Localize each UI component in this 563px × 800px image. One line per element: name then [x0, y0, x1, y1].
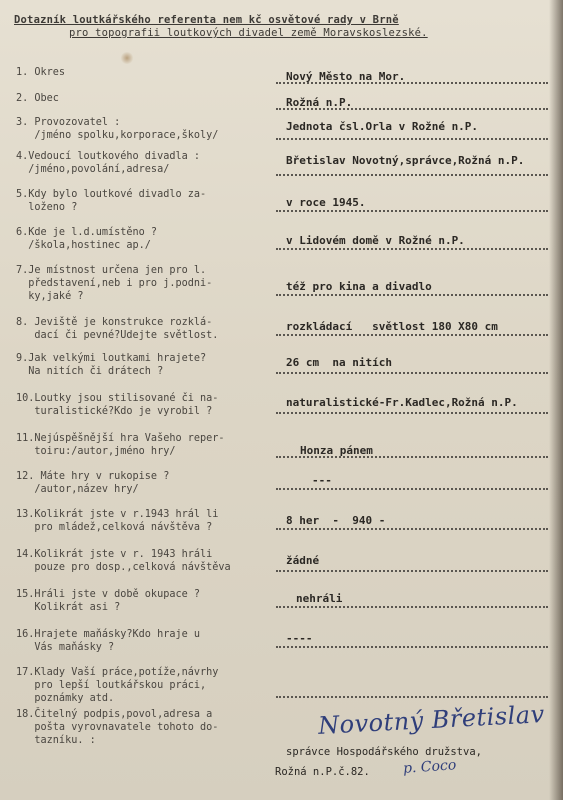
answer-dotted-line	[276, 82, 548, 84]
answer-dotted-line	[276, 138, 548, 140]
signer-position: správce Hospodářského družstva,	[286, 746, 482, 758]
answer-dotted-line	[276, 570, 548, 572]
answer-text: rozkládací světlost 180 X80 cm	[286, 320, 498, 333]
answer-dotted-line	[276, 646, 548, 648]
answer-text: též pro kina a divadlo	[286, 280, 432, 293]
question-text: 7.Je místnost určena jen pro l. představení,neb i pro j.podni- ky,jaké ?	[16, 265, 213, 302]
signer-address: Rožná n.P.č.82.	[275, 766, 370, 778]
answer-dotted-line	[276, 294, 548, 296]
answer-text: 26 cm na nitích	[286, 356, 392, 369]
answer-text: ---	[312, 474, 332, 487]
answer-text: Honza pánem	[300, 444, 373, 457]
question-text: 15.Hráli jste v době okupace ? Kolikrát asi ?	[16, 589, 201, 613]
answer-dotted-line	[276, 372, 548, 374]
question-row-14	[0, 548, 563, 592]
answer-text: Břetislav Novotný,správce,Rožná n.P.	[286, 154, 525, 167]
question-text: 10.Loutky jsou stilisované či na- turalistické?Kdo je vyrobil ?	[16, 393, 219, 417]
question-text: 14.Kolikrát jste v r. 1943 hráli pouze pro dosp.,celková návštěva	[16, 549, 231, 573]
question-text: 16.Hrajete maňásky?Kdo hraje u Vás maňásky ?	[16, 629, 201, 653]
question-text: 11.Nejúspěšnější hra Vašeho reper- toiru:/autor,jméno hry/	[16, 433, 225, 457]
answer-dotted-line	[276, 334, 548, 336]
answer-text: v Lidovém domě v Rožné n.P.	[286, 234, 465, 247]
question-text: 18.Čitelný podpis,povol,adresa a pošta vyrovnavatele tohoto do- tazníku. :	[16, 709, 219, 746]
question-text: 12. Máte hry v rukopise ? /autor,název hry/	[16, 471, 170, 495]
answer-dotted-line	[276, 248, 548, 250]
question-text: 9.Jak velkými loutkami hrajete? Na nitích či drátech ?	[16, 353, 207, 377]
question-text: 4.Vedoucí loutkového divadla : /jméno,povolání,adresa/	[16, 151, 201, 175]
question-text: 17.Klady Vaší práce,potíže,návrhy pro lepší loutkářskou práci, poznámky atd.	[16, 667, 219, 704]
answer-text: ----	[286, 632, 313, 645]
answer-dotted-line	[276, 108, 548, 110]
question-text: 1. Okres	[16, 67, 66, 78]
answer-text: Jednota čsl.Orla v Rožné n.P.	[286, 120, 479, 133]
answer-text: v roce 1945.	[286, 196, 366, 209]
answer-dotted-line	[276, 210, 548, 212]
question-text: 6.Kde je l.d.umístěno ? /škola,hostinec ap./	[16, 227, 158, 251]
answer-text: nehráli	[296, 592, 343, 605]
answer-dotted-line	[276, 174, 548, 176]
answer-dotted-line	[276, 488, 548, 490]
question-text: 13.Kolikrát jste v r.1943 hrál li pro mládež,celková návštěva ?	[16, 509, 219, 533]
answer-text: naturalistické-Fr.Kadlec,Rožná n.P.	[286, 396, 518, 409]
question-row-15	[0, 588, 563, 632]
answer-dotted-line	[276, 696, 548, 698]
answer-text: 8 her - 940 -	[286, 514, 386, 527]
header-line-1: Dotazník loutkářského referenta nem kč osvětové rady v Brně	[14, 14, 399, 26]
header-line-2: pro topografii loutkových divadel země Moravskoslezské.	[69, 27, 428, 39]
answer-text: Nový Město na Mor.	[286, 70, 406, 83]
question-text: 5.Kdy bylo loutkové divadlo za- loženo ?	[16, 189, 207, 213]
question-row-10	[0, 392, 563, 436]
answer-text: žádné	[286, 554, 320, 567]
handwritten-signature: Novotný Břetislav	[317, 700, 546, 740]
answer-dotted-line	[276, 412, 548, 414]
answer-dotted-line	[276, 606, 548, 608]
question-row-9	[0, 352, 563, 396]
question-text: 8. Jeviště je konstrukce rozklá- dací či pevné?Udejte světlost.	[16, 317, 219, 341]
document-header	[14, 14, 534, 39]
question-row-7	[0, 264, 563, 308]
question-row-13	[0, 508, 563, 552]
ink-stain	[120, 52, 134, 64]
answer-dotted-line	[276, 456, 548, 458]
answer-dotted-line	[276, 528, 548, 530]
handwritten-note: p. Coco	[402, 757, 457, 777]
answer-text: Rožná n.P.	[286, 96, 353, 109]
question-text: 3. Provozovatel : /jméno spolku,korporace,školy/	[16, 117, 219, 141]
question-text: 2. Obec	[16, 93, 59, 104]
